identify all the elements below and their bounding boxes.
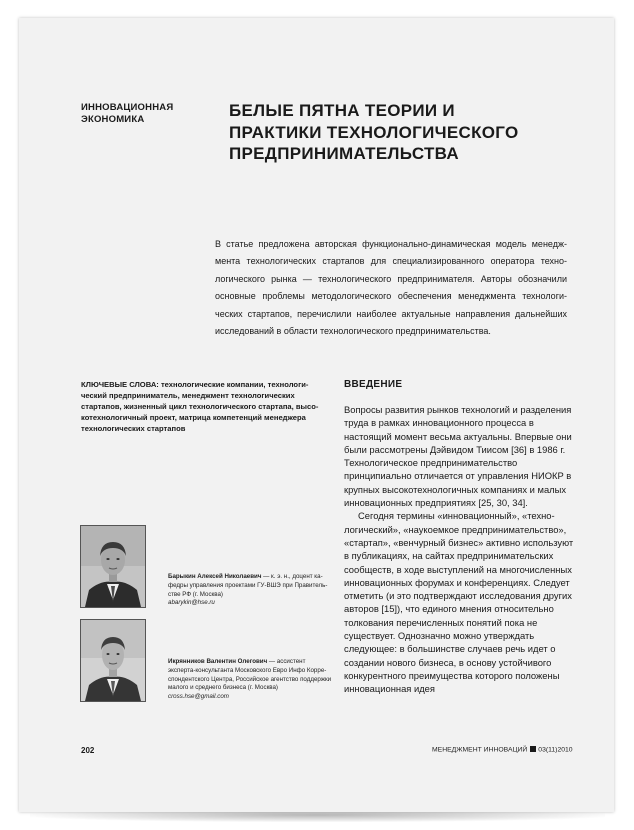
- author-photo: [80, 619, 146, 702]
- author-info: [168, 658, 332, 702]
- page-number: 202: [81, 746, 95, 755]
- title-line: ПРЕДПРИНИМАТЕЛЬСТВА: [229, 144, 459, 163]
- author-photo: [80, 525, 146, 608]
- section-tag-line: ЭКОНОМИКА: [81, 114, 145, 125]
- author-portrait-icon: [81, 526, 145, 607]
- journal-name: МЕНЕДЖМЕНТ ИННОВАЦИЙ: [432, 746, 528, 754]
- author-name: Икрянников Валентин Олегович: [168, 658, 268, 665]
- body-paragraph: Сегодня термины «инновационный», «технологический», «наукоемкое предпринимательство», «стартап», «венчурный бизнес» активно используют в публикациях, на сайтах предпринимательских сообществ, в ходе выступлений на многочисленных инновационных форумах и конференциях. Следует отметить (и это подтверждают исследования других авторов [15]), что единого мнения относительно толкования перечисленных понятий пока не существует. Однозначно можно утверждать следующее: в большинстве случаев речь идет о создании нового бизнеса, в основу устойчивого конкурентного преимущества которого положены инновационная идея: [344, 510, 574, 695]
- author-portrait-icon: [81, 620, 145, 701]
- intro-body: [344, 403, 580, 696]
- author-details: — к. э. н., доцент кафедры управления проектами ГУ-ВШЭ при Правительстве РФ (г. Москва): [168, 573, 328, 598]
- title-line: ПРАКТИКИ ТЕХНОЛОГИЧЕСКОГО: [229, 122, 519, 142]
- abstract: В статье предложена авторская функционально-динамическая модель менеджмента технологических стартапов для специализированного оператора технологического рынка — технологического предпринимателя. Авторы обозначили основные проблемы методологического обеспечения менеджмента технологических стартапов, перечислили наиболее актуальные направления дальнейших исследований в области технологического предпринимательства.: [215, 239, 567, 337]
- intro-heading: ВВЕДЕНИЕ: [344, 379, 403, 390]
- document-page: [19, 18, 614, 812]
- keywords: КЛЮЧЕВЫЕ СЛОВА: технологические компании, технологический предприниматель, менеджмент технологических стартапов, жизненный цикл технологического стартапа, высокотехнологичный проект, матрица компетенций менеджера технологических стартапов: [81, 380, 319, 433]
- journal-issue: 03(11)2010: [538, 746, 573, 754]
- title-line: БЕЛЫЕ ПЯТНА ТЕОРИИ И: [229, 101, 455, 120]
- journal-footer: [432, 746, 573, 754]
- author-email: cross.hse@gmail.com: [168, 693, 229, 701]
- author-name: Барыкин Алексей Николаевич: [168, 573, 262, 580]
- article-title: [229, 100, 559, 165]
- section-tag: [81, 102, 173, 126]
- author-details: — ассистент эксперта-консультанта Московского Евро Инфо Корреспондентского Центра, Российское агентство поддержки малого и среднего бизнеса (г. Москва): [168, 658, 332, 692]
- body-paragraph: Вопросы развития рынков технологий и разделения труда в рамках инновационного процесса в настоящий момент весьма актуальны. Впервые они были рассмотрены Дэйвидом Тиисом [36] в 1986 г. Технологическое предпринимательство принципиально отличается от управления НИОКР в крупных высокотехнологичных компаниях и малых инновационных предприятиях [25, 30, 34].: [344, 404, 572, 509]
- section-tag-line: ИННОВАЦИОННАЯ: [81, 102, 174, 113]
- square-separator-icon: [530, 746, 536, 752]
- author-info: [168, 573, 332, 608]
- author-email: abarykin@hse.ru: [168, 599, 215, 607]
